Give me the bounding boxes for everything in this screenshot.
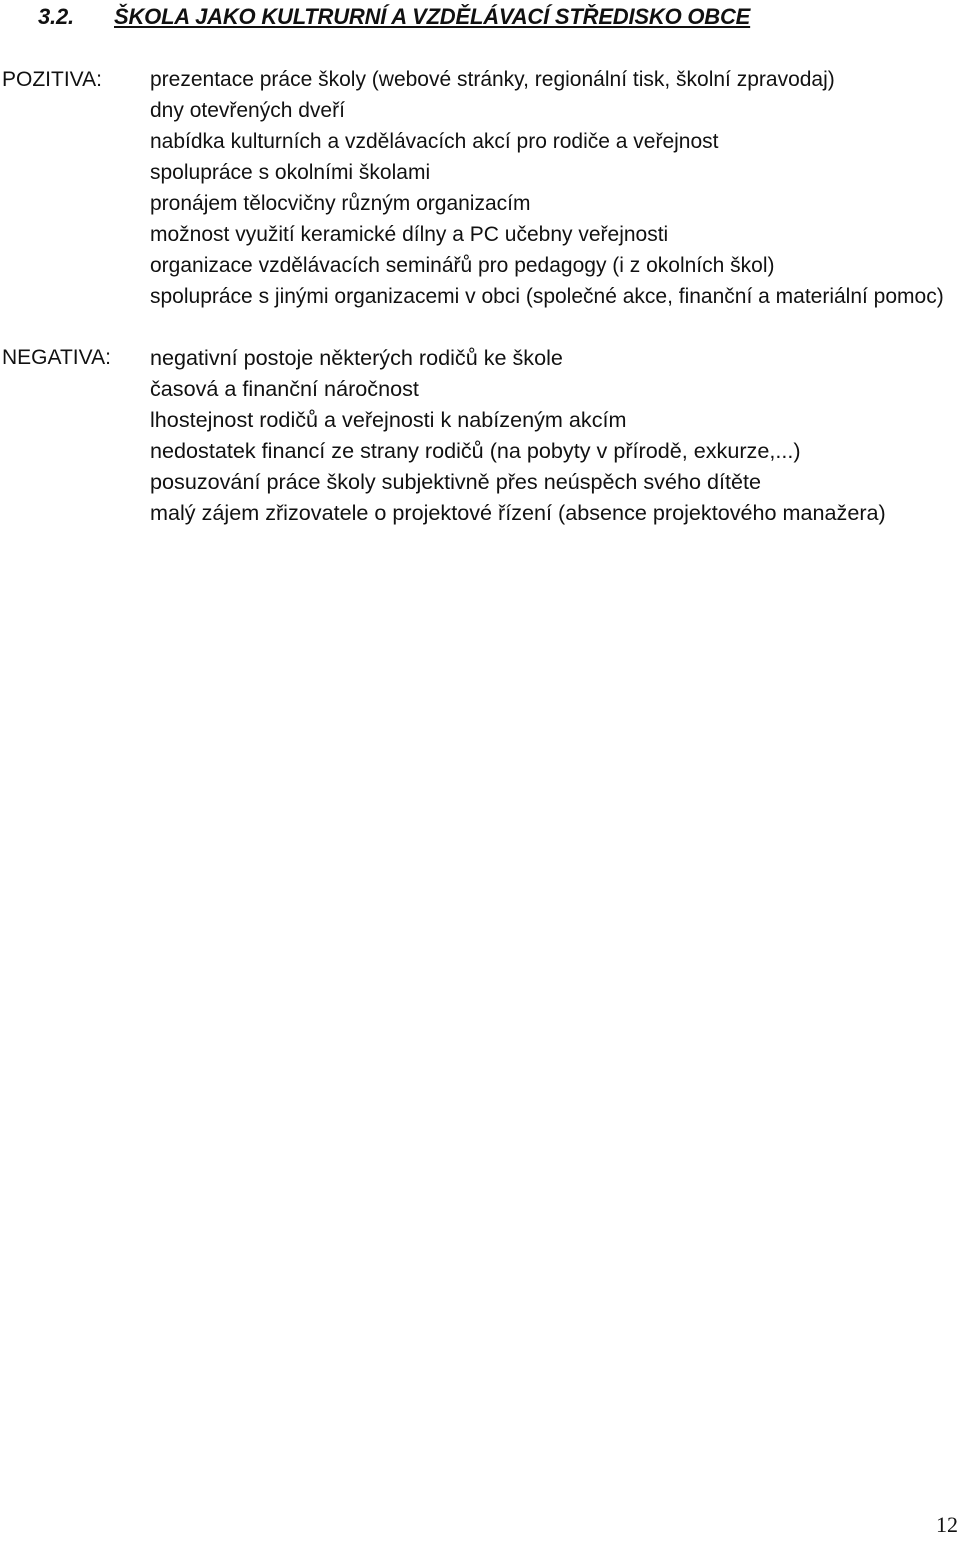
list-item: malý zájem zřizovatele o projektové řízení (absence projektového manažera): [150, 500, 886, 525]
list-item: posuzování práce školy subjektivně přes neúspěch svého dítěte: [150, 469, 761, 494]
list-item: lhostejnost rodičů a veřejnosti k nabízeným akcím: [150, 407, 627, 432]
page-number: 12: [936, 1512, 958, 1537]
list-item: nedostatek financí ze strany rodičů (na pobyty v přírodě, exkurze,...): [150, 438, 801, 463]
positives-label: POZITIVA:: [2, 68, 102, 91]
negatives-list: [150, 342, 950, 528]
list-item: organizace vzdělávacích seminářů pro pedagogy (i z okolních škol): [150, 254, 775, 277]
positives-list: [150, 64, 950, 312]
section-number: 3.2.: [38, 4, 74, 29]
list-item: spolupráce s jinými organizacemi v obci (společné akce, finanční a materiální pomoc): [150, 285, 944, 308]
list-item: negativní postoje některých rodičů ke škole: [150, 345, 563, 370]
list-item: nabídka kulturních a vzdělávacích akcí pro rodiče a veřejnost: [150, 130, 719, 153]
list-item: spolupráce s okolními školami: [150, 161, 431, 184]
list-item: časová a finanční náročnost: [150, 376, 419, 401]
list-item: prezentace práce školy (webové stránky, regionální tisk, školní zpravodaj): [150, 68, 835, 91]
section-title: ŠKOLA JAKO KULTRURNÍ A VZDĚLÁVACÍ STŘEDISKO OBCE: [114, 4, 751, 29]
list-item: možnost využití keramické dílny a PC učebny veřejnosti: [150, 223, 669, 246]
section-heading: [38, 4, 750, 30]
negatives-label: NEGATIVA:: [2, 346, 111, 369]
list-item: pronájem tělocvičny různým organizacím: [150, 192, 531, 215]
list-item: dny otevřených dveří: [150, 99, 345, 122]
